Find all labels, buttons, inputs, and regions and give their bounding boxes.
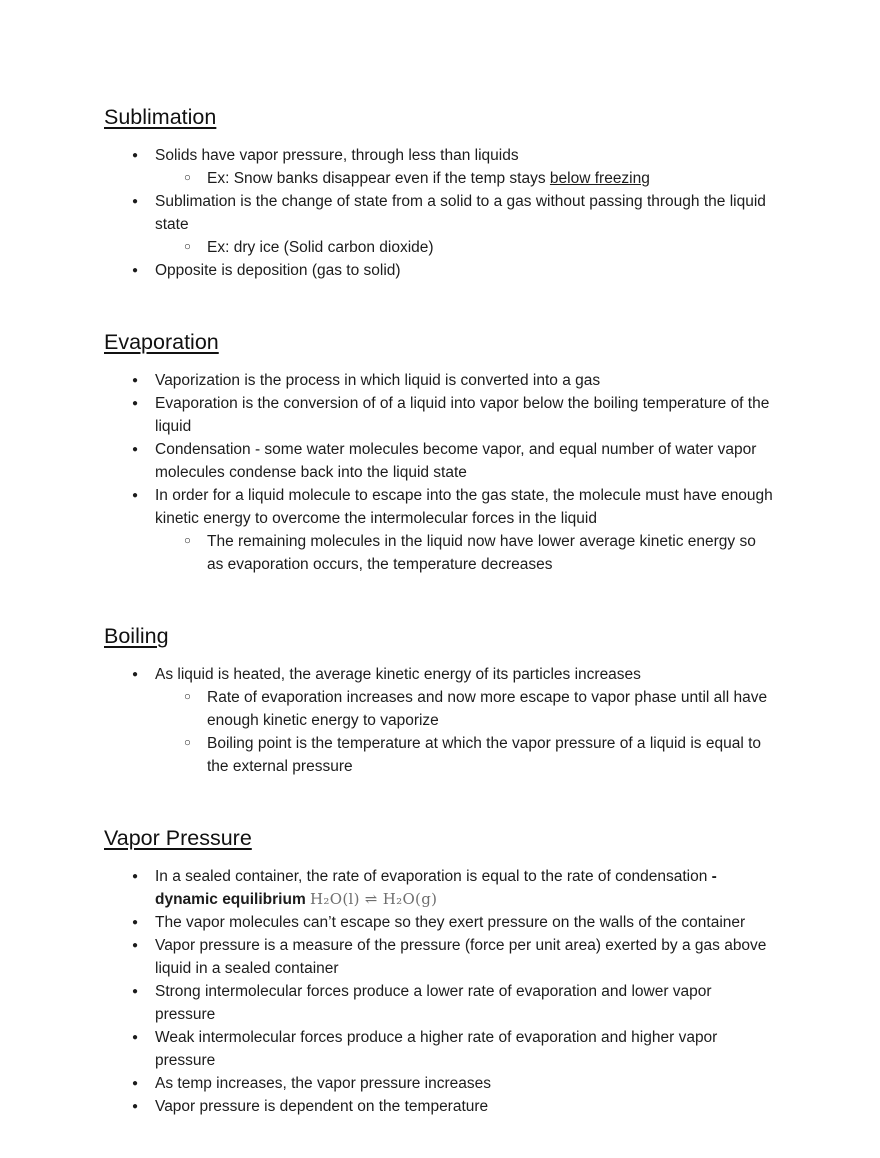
document-section [104,622,776,778]
list-item [104,686,776,732]
bullet-icon: ● [132,940,139,951]
list-item [104,732,776,778]
item-text [155,190,776,236]
bullet-icon: ● [132,150,139,161]
text-run: The vapor molecules can’t escape so they exert pressure on the walls of the container [155,914,746,931]
list-item [104,438,776,484]
text-run: Boiling point is the temperature at which the vapor pressure of a liquid is equal to the external pressure [207,735,762,775]
text-run: Evaporation is the conversion of of a liquid into vapor below the boiling temperature of the liquid [155,395,770,435]
bullet-icon: ● [132,669,139,680]
document-section [104,328,776,576]
list-item [104,369,776,392]
bullet-icon: ● [132,490,139,501]
bullet-icon: ● [132,265,139,276]
item-text [155,1095,776,1118]
document-section [104,103,776,282]
list-item [104,1026,776,1072]
hollow-bullet-icon: ○ [184,691,191,703]
text-run: Solids have vapor pressure, through less than liquids [155,147,519,164]
text-run: In order for a liquid molecule to escape into the gas state, the molecule must have enough kinetic energy to overcome the intermolecular forces in the liquid [155,487,773,527]
text-run: below freezing [549,170,650,187]
text-run: - dynamic equilibrium [155,868,717,908]
hollow-bullet-icon: ○ [184,737,191,749]
text-run: Ex: dry ice (Solid carbon dioxide) [207,239,434,256]
bullet-icon: ● [132,375,139,386]
section-heading: Sublimation [104,105,217,129]
item-text [155,911,776,934]
list-item [104,1095,776,1118]
item-text [207,167,776,190]
bullet-icon: ● [132,1101,139,1112]
list-item [104,934,776,980]
list-item [104,663,776,686]
bullet-icon: ● [132,986,139,997]
bullet-icon: ● [132,1032,139,1043]
bullet-icon: ● [132,196,139,207]
document-body [104,103,776,1118]
bullet-icon: ● [132,398,139,409]
item-text [155,144,776,167]
list-item [104,190,776,236]
item-text [207,530,776,576]
list-item [104,530,776,576]
text-run: Vapor pressure is a measure of the pressure (force per unit area) exerted by a gas above liquid in a sealed container [155,937,767,977]
text-run: Strong intermolecular forces produce a lower rate of evaporation and lower vapor pressure [155,983,712,1023]
list-item [104,259,776,282]
text-run: As temp increases, the vapor pressure increases [155,1075,491,1092]
bullet-icon: ● [132,917,139,928]
list-item [104,144,776,167]
text-run: As liquid is heated, the average kinetic energy of its particles increases [155,666,641,683]
text-run: Weak intermolecular forces produce a higher rate of evaporation and higher vapor pressure [155,1029,718,1069]
text-run: Opposite is deposition (gas to solid) [155,262,401,279]
list-item [104,865,776,911]
item-text [155,392,776,438]
item-text [155,1072,776,1095]
item-text [155,1026,776,1072]
item-text [155,484,776,530]
document-section [104,824,776,1118]
text-run: Vaporization is the process in which liquid is converted into a gas [155,372,601,389]
text-run: The remaining molecules in the liquid now have lower average kinetic energy so as evaporation occurs, the temperature decreases [207,533,756,573]
list-item [104,1072,776,1095]
bullet-icon: ● [132,444,139,455]
text-run: Rate of evaporation increases and now more escape to vapor phase until all have enough kinetic energy to vaporize [207,689,768,729]
item-text [155,980,776,1026]
hollow-bullet-icon: ○ [184,241,191,253]
item-text [155,934,776,980]
bullet-icon: ● [132,871,139,882]
item-text [155,663,776,686]
text-run: Ex: Snow banks disappear even if the temp stays [207,170,550,187]
item-text [155,438,776,484]
item-text [207,236,776,259]
hollow-bullet-icon: ○ [184,172,191,184]
text-run: Vapor pressure is dependent on the temperature [155,1098,489,1115]
list-item [104,980,776,1026]
text-run: Sublimation is the change of state from a solid to a gas without passing through the liquid state [155,193,766,233]
item-text [155,259,776,282]
list-item [104,484,776,530]
text-run: Condensation - some water molecules become vapor, and equal number of water vapor molecules condense back into the liquid state [155,441,757,481]
item-text [207,686,776,732]
chemical-equation: H₂O(l) ⇌ H₂O(g) [310,890,438,908]
item-text [207,732,776,778]
list-item [104,911,776,934]
text-run: In a sealed container, the rate of evaporation is equal to the rate of condensation [155,868,712,885]
item-text [155,369,776,392]
list-item [104,167,776,190]
list-item [104,392,776,438]
section-heading: Evaporation [104,330,219,354]
list-item [104,236,776,259]
section-heading: Boiling [104,624,169,648]
bullet-icon: ● [132,1078,139,1089]
item-text [155,865,776,911]
hollow-bullet-icon: ○ [184,535,191,547]
section-heading: Vapor Pressure [104,826,252,850]
